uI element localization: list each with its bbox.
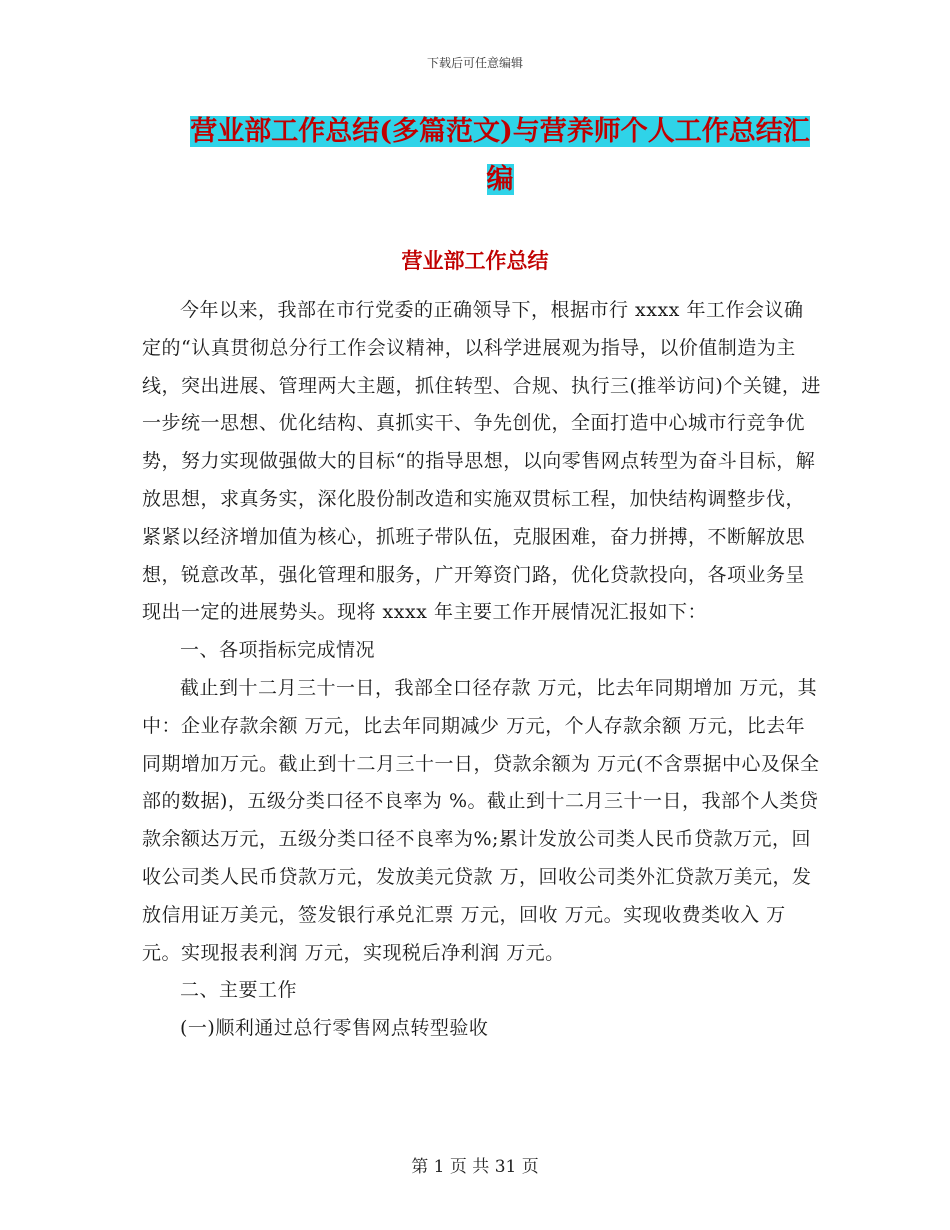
document-body <box>142 292 822 1048</box>
document-title <box>190 108 810 204</box>
document-title-text: 营业部工作总结(多篇范文)与营养师个人工作总结汇编 <box>190 116 810 195</box>
paragraph-intro: 今年以来，我部在市行党委的正确领导下，根据市行 xxxx 年工作会议确定的“认真贯彻总分行工作会议精神，以科学进展观为指导，以价值制造为主线，突出进展、管理两大主题，抓住转型、合规、执行三(推举访问)个关键，进一步统一思想、优化结构、真抓实干、争先创优，全面打造中心城市行竞争优势，努力实现做强做大的目标“的指导思想，以向零售网点转型为奋斗目标，解放思想，求真务实，深化股份制改造和实施双贯标工程，加快结构调整步伐，紧紧以经济增加值为核心，抓班子带队伍，克服困难，奋力拼搏，不断解放思想，锐意改革，强化管理和服务，广开筹资门路，优化贷款投向，各项业务呈现出一定的进展势头。现将 xxxx 年主要工作开展情况汇报如下： <box>142 299 821 624</box>
page-number: 第 1 页 共 31 页 <box>411 1157 539 1177</box>
heading-main-work: 二、主要工作 <box>180 979 298 1002</box>
paragraph-indicators: 截止到十二月三十一日，我部全口径存款 万元，比去年同期增加 万元，其中：企业存款余额 万元，比去年同期减少 万元，个人存款余额 万元，比去年同期增加万元。截止到十二月三十一日，贷款余额为 万元(不含票据中心及保全部的数据)，五级分类口径不良率为 %。截止到十二月三十一日，我部个人类贷款余额达万元，五级分类口径不良率为%;累计发放公司类人民币贷款万元，回收公司类人民币贷款万元，发放美元贷款 万，回收公司类外汇贷款万美元，发放信用证万美元，签发银行承兑汇票 万元，回收 万元。实现收费类收入 万元。实现报表利润 万元，实现税后净利润 万元。 <box>142 676 820 964</box>
section-title: 营业部工作总结 <box>401 248 549 273</box>
header-note: 下载后可任意编辑 <box>426 56 523 70</box>
heading-subsection-1: (一)顺利通过总行零售网点转型验收 <box>180 1017 489 1040</box>
heading-indicators: 一、各项指标完成情况 <box>180 639 376 662</box>
